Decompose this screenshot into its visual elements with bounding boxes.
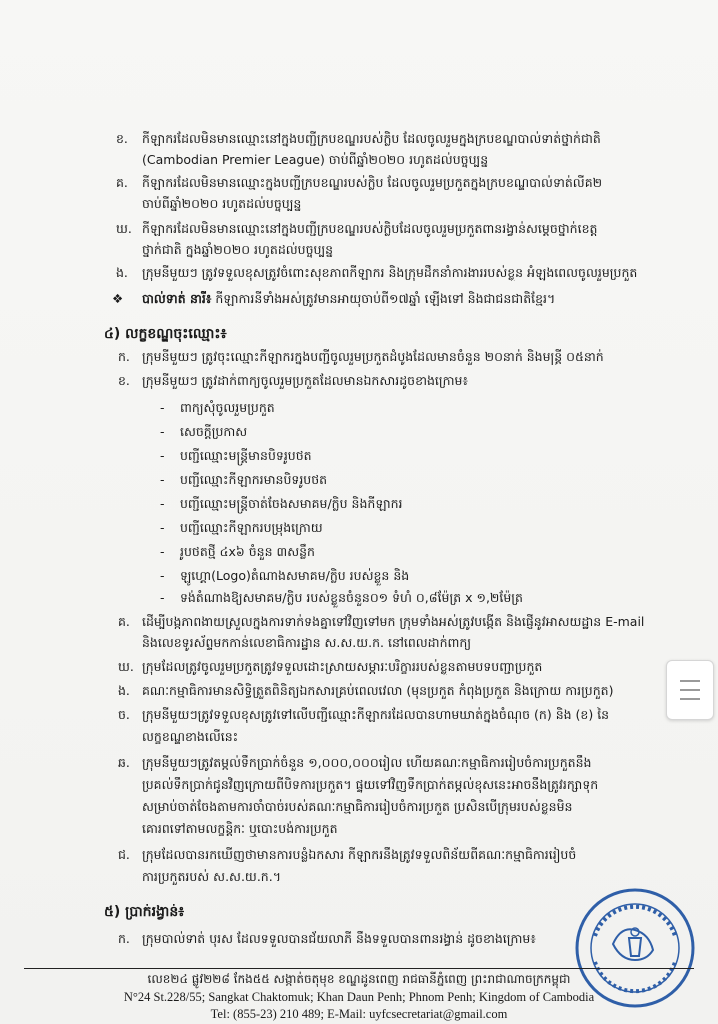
footer-address-english: N°24 St.228/55; Sangkat Chaktomuk; Khan Daun Penh; Phnom Penh; Kingdom of Cambodia [123, 990, 595, 1004]
list-item-line: កីឡាករដែលមិនមានឈ្មោះនៅក្នុងបញ្ជីក្របខណ្ឌរបស់ក្លិប ដែលចូលរួមក្នុងក្របខណ្ឌបាល់ទាត់ថ្នាក់ជាតិ [142, 131, 601, 146]
document-item: ឡូហ្គោ(Logo)តំណាងសមាគម/ក្លិប របស់ខ្លួន និង [180, 568, 410, 583]
document-item: រូបថតថ្មី ៤x៦ ចំនួន ៣សន្លឹក [180, 544, 315, 559]
list-item-line: ថ្នាក់ជាតិ ក្នុងឆ្នាំ២០២០ រហូតដល់បច្ចុប្បន្ន [142, 242, 334, 257]
note-text: កីឡាការនីទាំងអស់ត្រូវមានអាយុចាប់ពី១៧ឆ្នាំ ឡើងទៅ និងជាជនជាតិខ្មែរ។ [211, 291, 556, 306]
registration-item-f-cont: លក្ខខណ្ឌខាងលើនេះ [142, 729, 239, 744]
prize-item-a: ក្រុមបាល់ទាត់ បុរស ដែលទទួលបានជ័យលាភី នឹងទទួលបានពានរង្វាន់ ដូចខាងក្រោម៖ [142, 931, 536, 946]
list-marker: គ. [118, 614, 130, 629]
document-page: ខ. កីឡាករដែលមិនមានឈ្មោះនៅក្នុងបញ្ជីក្របខណ្ឌរបស់ក្លិប ដែលចូលរួមក្នុងក្របខណ្ឌបាល់ទាត់ថ្នាក់ជាតិ (Cambodian Premier League) ចាប់ពីឆ្នាំ២០២០ រហូតដល់បច្ចុប្បន្ន គ. កីឡាករដែលមិនមានឈ្មោះក្នុងបញ្ជីក្របខណ្ឌរបស់ក្លិប ដែលចូលរួមប្រកួតក្នុងក្របខណ្ឌបាល់ទាត់លីគ២ ចាប់ពីឆ្នាំ២០២០ រហូតដល់បច្ចុប្បន្ន ឃ. កីឡាករដែលមិនមានឈ្មោះនៅក្នុងបញ្ជីក្របខណ្ឌរបស់ក្លិបដែលចូលរួមប្រកួតពានរង្វាន់សម្ដេចថ្នាក់ខេត្ត ថ្នាក់ជាតិ ក្នុងឆ្នាំ២០២០ រហូតដល់បច្ចុប្បន្ន ង. ក្រុមនីមួយៗ ត្រូវទទួលខុសត្រូវចំពោះសុខភាពកីឡាករ និងក្រុមដឹកនាំការងាររបស់ខ្លួន អំឡុងពេលចូលរួមប្រកួត ❖ បាល់ទាត់ នារី៖ កីឡាការនីទាំងអស់ត្រូវមានអាយុចាប់ពី១៧ឆ្នាំ ឡើងទៅ និងជាជនជាតិខ្មែរ។ ៤) លក្ខខណ្ឌចុះឈ្មោះ៖ ក. ក្រុមនីមួយៗ ត្រូវចុះឈ្មោះកីឡាករក្នុងបញ្ជីចូលរួមប្រកួតដំបូងដែលមានចំនួន ២០នាក់ និងមន្ត្រី ០៥នាក់ ខ. ក្រុមនីមួយៗ ត្រូវដាក់ពាក្យចូលរួមប្រកួតដែលមានឯកសារដូចខាងក្រោម៖ - ពាក្យសុំចូលរួមប្រកួត - សេចក្ដីប្រកាស - បញ្ជីឈ្មោះមន្ត្រីមានបិទរូបថត - បញ្ជីឈ្មោះកីឡាករមានបិទរូបថត - បញ្ជីឈ្មោះមន្ត្រីចាត់ចែងសមាគម/ក្លិប និងកីឡាករ - បញ្ជីឈ្មោះកីឡាករបម្រុងក្រោយ - រូបថតថ្មី ៤x៦ ចំនួន ៣សន្លឹក - ឡូហ្គោ(Logo)តំណាងសមាគម/ក្លិប របស់ខ្លួន និង - ទង់តំណាងឱ្យសមាគម/ក្លិប របស់ខ្លួនចំនួន០១ ទំហំ ០,៨ម៉ែត្រ x ១,២ម៉ែត្រ គ. ដើម្បីបង្កភាពងាយស្រួលក្នុងការទាក់ទងគ្នាទៅវិញទៅមក ក្រុមទាំងអស់ត្រូវបង្កើត និងផ្ញើនូវអាសយដ្ឋាន E-mail និងលេខទូរស័ព្ទមកកាន់លេខាធិការដ្ឋាន ស.ស.យ.ក. នៅពេលដាក់ពាក្យ ឃ. ក្រុមដែលត្រូវចូលរួមប្រកួតត្រូវទទួលដោះស្រាយសម្ភារៈបរិក្ខាររបស់ខ្លួនតាមបទបញ្ជាប្រកួត ង. គណៈកម្មាធិការមានសិទ្ធិត្រួតពិនិត្យឯកសារគ្រប់ពេលវេលា (មុនប្រកួត កំពុងប្រកួត និងក្រោយ ការប្រកួត) ច. ក្រុមនីមួយៗត្រូវទទួលខុសត្រូវទៅលើបញ្ជីឈ្មោះកីឡាករដែលបានហាមឃាត់ក្នុងចំណុច (ក) និង (ខ) នៃ លក្ខខណ្ឌខាងលើនេះ ឆ. ក្រុមនីមួយៗត្រូវតម្កល់ទឹកប្រាក់ចំនួន ១,០០០,០០០រៀល ហើយគណៈកម្មាធិការរៀបចំការប្រកួតនឹង ប្រគល់ទឹកប្រាក់ជូនវិញក្រោយពីបិទការប្រកួត។ ផ្ទុយទៅវិញទឹកប្រាក់តម្កល់ខុសនេះអាចនឹងត្រូវរក្សាទុក សម្រាប់ចាត់ចែងតាមការចាំបាច់របស់គណៈកម្មាធិការរៀបចំការប្រកួត ប្រសិនបើក្រុមរបស់ខ្លួនមិន គោរពទៅតាមលក្ខន្តិកៈ ឬបោះបង់ការប្រកួត ជ. ក្រុមដែលបានរកឃើញថាមានការបន្លំឯកសារ កីឡាករនឹងត្រូវទទួលពិន័យពីគណៈកម្មាធិការរៀបចំ ការប្រកួតរបស់ ស.ស.យ.ក.។ ៥) ប្រាក់រង្វាន់៖ ក. ក្រុមបាល់ទាត់ បុរស ដែលទទួលបានជ័យលាភី នឹងទទួលបានពានរង្វាន់ ដូចខាងក្រោម៖ លេខ២៤ ផ្លូវ២២៨ កែង៥៥ សង្កាត់ចតុមុខ ខណ្ឌដូនពេញ រាជធានីភ្នំពេញ ព្រះរាជាណាចក្រកម្ពុជា N°24 St.228/55; Sangkat Chaktomuk; Khan Daun Penh; Phnom Penh; Kingdom of Cambodia Tel: (855-23) 210 489; E-Mail: uyfcsecretariat@gmail.com [0, 0, 718, 1024]
list-item-line: កីឡាករដែលមិនមានឈ្មោះនៅក្នុងបញ្ជីក្របខណ្ឌរបស់ក្លិបដែលចូលរួមប្រកួតពានរង្វាន់សម្ដេចថ្នាក់ខេត្ត [142, 221, 598, 236]
women-football-note [142, 291, 555, 307]
registration-item-f: ក្រុមនីមួយៗត្រូវទទួលខុសត្រូវទៅលើបញ្ជីឈ្មោះកីឡាករដែលបានហាមឃាត់ក្នុងចំណុច (ក) និង (ខ) នៃ [142, 707, 610, 722]
document-item: បញ្ជីឈ្មោះមន្ត្រីចាត់ចែងសមាគម/ក្លិប និងកីឡាករ [180, 496, 403, 511]
list-marker: ខ. [118, 373, 130, 388]
registration-item-g-cont: ប្រគល់ទឹកប្រាក់ជូនវិញក្រោយពីបិទការប្រកួត។ ផ្ទុយទៅវិញទឹកប្រាក់តម្កល់ខុសនេះអាចនឹងត្រូវរក្សាទុក [142, 777, 599, 792]
list-marker: ង. [116, 265, 128, 280]
registration-item-g-cont: គោរពទៅតាមលក្ខន្តិកៈ ឬបោះបង់ការប្រកួត [142, 821, 338, 836]
list-marker: ច. [118, 707, 130, 722]
registration-item-e: គណៈកម្មាធិការមានសិទ្ធិត្រួតពិនិត្យឯកសារគ្រប់ពេលវេលា (មុនប្រកួត កំពុងប្រកួត និងក្រោយ ការប្រកួត) [142, 683, 614, 698]
document-item: បញ្ជីឈ្មោះកីឡាករបម្រុងក្រោយ [180, 520, 323, 535]
list-marker: ឆ. [118, 755, 130, 770]
document-item: ពាក្យសុំចូលរួមប្រកួត [180, 400, 275, 415]
document-item: បញ្ជីឈ្មោះមន្ត្រីមានបិទរូបថត [180, 448, 312, 463]
note-label: បាល់ទាត់ នារី៖ [142, 291, 212, 306]
list-marker: គ. [116, 175, 128, 190]
section-4-title: ៤) លក្ខខណ្ឌចុះឈ្មោះ៖ [104, 326, 227, 342]
list-item-line: ចាប់ពីឆ្នាំ២០២០ រហូតដល់បច្ចុប្បន្ន [142, 196, 302, 211]
footer-address-khmer: លេខ២៤ ផ្លូវ២២៨ កែង៥៥ សង្កាត់ចតុមុខ ខណ្ឌដូនពេញ រាជធានីភ្នំពេញ ព្រះរាជាណាចក្រកម្ពុជា [147, 972, 571, 986]
registration-item-c: ដើម្បីបង្កភាពងាយស្រួលក្នុងការទាក់ទងគ្នាទៅវិញទៅមក ក្រុមទាំងអស់ត្រូវបង្កើត និងផ្ញើនូវអាសយដ្ឋាន E-mail [142, 614, 645, 629]
list-item-line: (Cambodian Premier League) ចាប់ពីឆ្នាំ២០២០ រហូតដល់បច្ចុប្បន្ន [142, 152, 489, 167]
document-item: បញ្ជីឈ្មោះកីឡាករមានបិទរូបថត [180, 472, 328, 487]
registration-item-b: ក្រុមនីមួយៗ ត្រូវដាក់ពាក្យចូលរួមប្រកួតដែលមានឯកសារដូចខាងក្រោម៖ [142, 373, 468, 388]
document-item: សេចក្ដីប្រកាស [180, 424, 248, 439]
section-5-title: ៥) ប្រាក់រង្វាន់៖ [104, 904, 185, 920]
registration-item-h: ក្រុមដែលបានរកឃើញថាមានការបន្លំឯកសារ កីឡាករនឹងត្រូវទទួលពិន័យពីគណៈកម្មាធិការរៀបចំ [142, 847, 577, 862]
hamburger-menu-icon [680, 680, 700, 682]
registration-item-h-cont: ការប្រកួតរបស់ ស.ស.យ.ក.។ [142, 869, 281, 884]
list-marker: ឃ. [118, 659, 134, 674]
document-item: ទង់តំណាងឱ្យសមាគម/ក្លិប របស់ខ្លួនចំនួន០១ ទំហំ ០,៨ម៉ែត្រ x ១,២ម៉ែត្រ [180, 590, 523, 605]
list-marker: ង. [118, 683, 130, 698]
list-marker: ក. [118, 931, 130, 946]
registration-item-g-cont: សម្រាប់ចាត់ចែងតាមការចាំបាច់របស់គណៈកម្មាធិការរៀបចំការប្រកួត ប្រសិនបើក្រុមរបស់ខ្លួនមិន [142, 799, 573, 814]
registration-item-c-cont: និងលេខទូរស័ព្ទមកកាន់លេខាធិការដ្ឋាន ស.ស.យ.ក. នៅពេលដាក់ពាក្យ [142, 635, 472, 650]
registration-item-d: ក្រុមដែលត្រូវចូលរួមប្រកួតត្រូវទទួលដោះស្រាយសម្ភារៈបរិក្ខាររបស់ខ្លួនតាមបទបញ្ជាប្រកួត [142, 659, 543, 674]
diamond-bullet-icon: ❖ [112, 291, 124, 306]
registration-item-a: ក្រុមនីមួយៗ ត្រូវចុះឈ្មោះកីឡាករក្នុងបញ្ជីចូលរួមប្រកួតដំបូងដែលមានចំនួន ២០នាក់ និងមន្ត្រី ០៥នាក់ [142, 349, 604, 364]
list-marker: ជ. [118, 847, 130, 862]
footer-divider [24, 968, 694, 969]
list-marker: ខ. [116, 131, 128, 146]
footer-contact: Tel: (855-23) 210 489; E-Mail: uyfcsecretariat@gmail.com [210, 1007, 508, 1021]
registration-item-g: ក្រុមនីមួយៗត្រូវតម្កល់ទឹកប្រាក់ចំនួន ១,០០០,០០០រៀល ហើយគណៈកម្មាធិការរៀបចំការប្រកួតនឹង [142, 755, 592, 770]
list-item-line: ក្រុមនីមួយៗ ត្រូវទទួលខុសត្រូវចំពោះសុខភាពកីឡាករ និងក្រុមដឹកនាំការងាររបស់ខ្លួន អំឡុងពេលចូលរួមប្រកួត [142, 265, 638, 280]
list-marker: ឃ. [116, 221, 132, 236]
floating-menu-button[interactable] [666, 660, 714, 720]
list-marker: ក. [118, 349, 130, 364]
list-item-line: កីឡាករដែលមិនមានឈ្មោះក្នុងបញ្ជីក្របខណ្ឌរបស់ក្លិប ដែលចូលរួមប្រកួតក្នុងក្របខណ្ឌបាល់ទាត់លីគ២ [142, 175, 603, 190]
